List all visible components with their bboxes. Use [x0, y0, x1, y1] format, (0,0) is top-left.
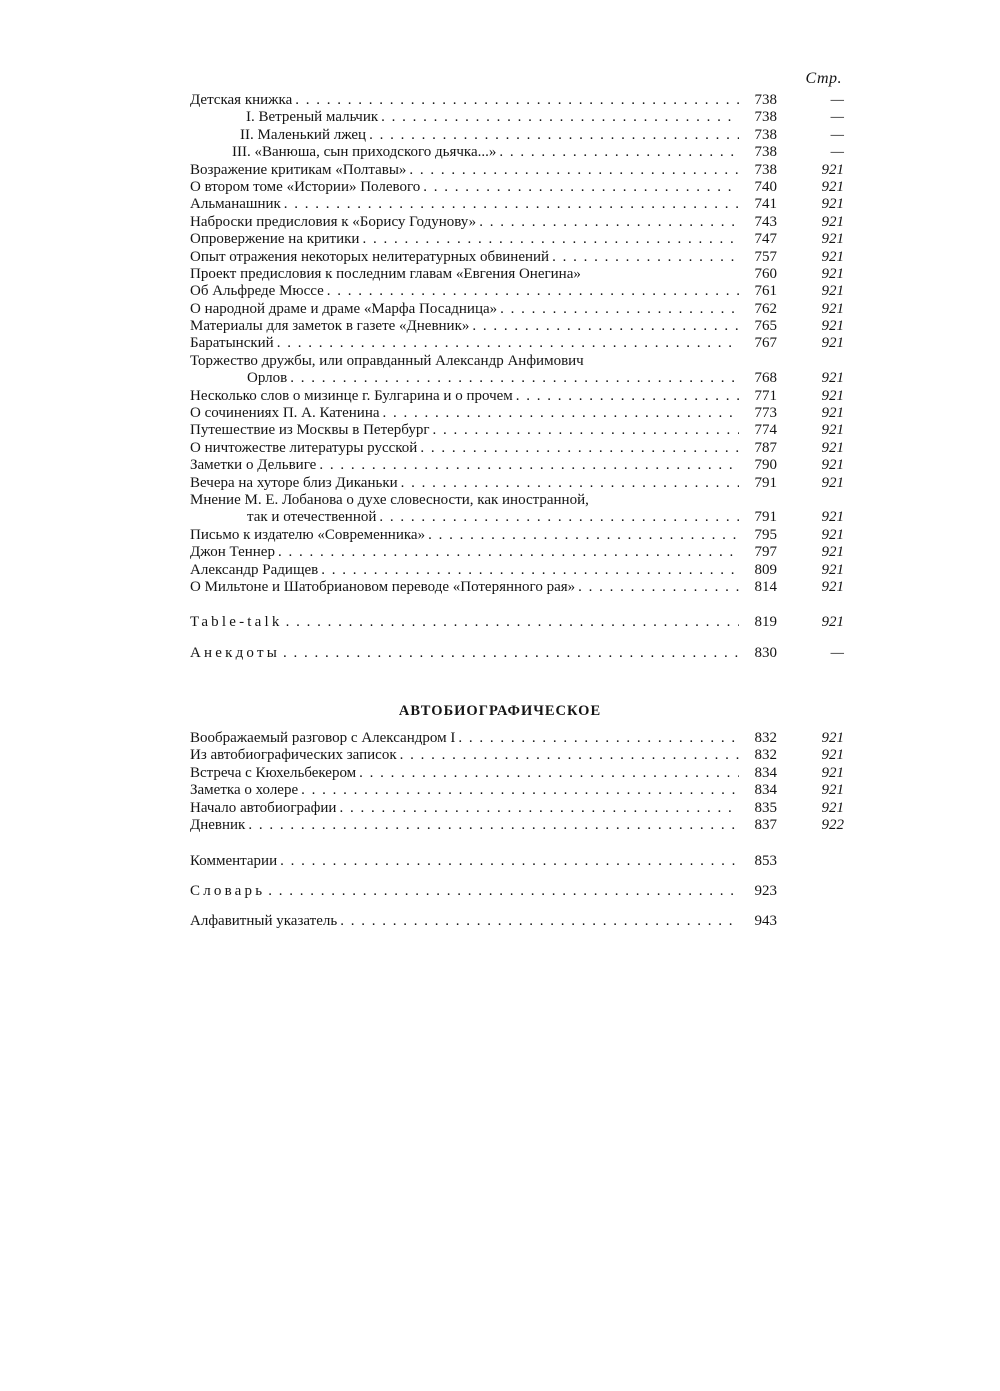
- leader-dots: [284, 196, 739, 213]
- entry-title: Заметка о холере: [190, 782, 299, 799]
- entry-title: О ничтожестве литературы русской: [190, 439, 418, 456]
- toc-entry: [190, 562, 844, 579]
- entry-title-continuation: так и отечественной: [247, 509, 377, 526]
- leader-dots: [286, 614, 739, 631]
- entry-title: Словарь: [190, 883, 266, 899]
- entry-title: Александр Радищев: [190, 561, 319, 578]
- entry-page: 797: [754, 544, 777, 561]
- entry-comment-page: 921: [821, 231, 844, 248]
- entry-title: Встреча с Кюхельбекером: [190, 764, 357, 781]
- toc-entry: [190, 92, 844, 109]
- entry-title: Письмо к издателю «Современника»: [190, 526, 426, 543]
- entry-title: Комментарии: [190, 853, 278, 869]
- entry-title: II. Маленький лжец: [240, 126, 367, 143]
- toc-entry: [190, 579, 844, 596]
- entry-page: 835: [754, 799, 777, 816]
- entry-page: 757: [754, 248, 777, 265]
- toc-entry: [190, 817, 844, 834]
- entry-page: 760: [754, 265, 777, 282]
- entry-comment-page: 921: [821, 544, 844, 561]
- toc-entry-table-talk: [190, 614, 844, 631]
- entry-title: Опыт отражения некоторых нелитературных обвинений: [190, 248, 550, 265]
- entry-title: Наброски предисловия к «Борису Годунову»: [190, 213, 477, 230]
- leader-dots: [283, 645, 739, 662]
- leader-dots: [516, 388, 739, 405]
- entry-page: 762: [754, 300, 777, 317]
- leader-dots: [420, 440, 739, 457]
- entry-title: Торжество дружбы, или оправданный Александр Анфимович: [190, 352, 584, 369]
- entry-title: О народной драме и драме «Марфа Посадница»: [190, 300, 498, 317]
- entry-comment-page: 921: [821, 730, 844, 746]
- entry-comment-page: 921: [821, 614, 844, 631]
- entry-comment-page: 921: [821, 213, 844, 230]
- entry-page: 790: [754, 457, 777, 474]
- entry-comment-page: 921: [821, 578, 844, 595]
- entry-comment-page: 921: [821, 509, 844, 526]
- toc-entry: [190, 179, 844, 196]
- leader-dots: [340, 906, 739, 936]
- entry-title: Начало автобиографии: [190, 799, 337, 816]
- entry-page: 741: [754, 196, 777, 213]
- toc-entry: [190, 800, 844, 817]
- leader-dots: [362, 231, 739, 248]
- entry-page: 832: [754, 730, 777, 746]
- toc-entry: [190, 335, 844, 352]
- entry-page: 787: [754, 439, 777, 456]
- toc-entry: [190, 544, 844, 561]
- entry-title: Table-talk: [190, 614, 283, 631]
- entry-page: 791: [754, 509, 777, 526]
- toc-entry: [190, 422, 844, 439]
- leader-dots: [499, 144, 739, 161]
- entry-comment-page: —: [830, 126, 844, 143]
- entry-page: 738: [754, 144, 777, 161]
- entry-page: 832: [754, 747, 777, 764]
- toc-entry-line1: [190, 492, 844, 509]
- leader-dots: [578, 579, 739, 596]
- toc-entry: [190, 301, 844, 318]
- entry-page: 774: [754, 422, 777, 439]
- toc-entry: [190, 747, 844, 764]
- leader-dots: [277, 335, 739, 352]
- leader-dots: [290, 370, 739, 387]
- entry-comment-page: 921: [821, 474, 844, 491]
- entry-page: 791: [754, 474, 777, 491]
- entry-title: О втором томе «Истории» Полевого: [190, 178, 421, 195]
- leader-dots: [359, 765, 739, 782]
- leader-dots: [278, 544, 739, 561]
- entry-page: 834: [754, 782, 777, 799]
- entry-title: О Мильтоне и Шатобриановом переводе «Потерянного рая»: [190, 578, 576, 595]
- leader-dots: [500, 301, 739, 318]
- toc-section-writings: [190, 92, 844, 662]
- toc-entry: [190, 405, 844, 422]
- leader-dots: [301, 782, 739, 799]
- entry-comment-page: 921: [821, 161, 844, 178]
- entry-page: 834: [754, 764, 777, 781]
- toc-entry-line2: [190, 370, 844, 387]
- entry-comment-page: 922: [821, 816, 844, 833]
- entry-comment-page: —: [830, 644, 844, 661]
- entry-comment-page: 921: [821, 422, 844, 439]
- entry-comment-page: 921: [821, 439, 844, 456]
- entry-comment-page: 921: [821, 782, 844, 799]
- entry-comment-page: 921: [821, 764, 844, 781]
- toc-entry: [190, 388, 844, 405]
- entry-title: Об Альфреде Мюссе: [190, 283, 324, 300]
- entry-comment-page: 921: [821, 526, 844, 543]
- entry-title: Проект предисловия к последним главам «Евгения Онегина»: [190, 265, 581, 282]
- entry-title-continuation: Орлов: [247, 370, 288, 387]
- entry-comment-page: 921: [821, 248, 844, 265]
- entry-title: Из автобиографических записок: [190, 747, 397, 764]
- leader-dots: [401, 475, 739, 492]
- toc-entry-line2: [190, 509, 844, 526]
- entry-comment-page: 921: [821, 283, 844, 300]
- leader-dots: [433, 422, 739, 439]
- leader-dots: [321, 562, 739, 579]
- entry-comment-page: 921: [821, 747, 844, 764]
- entry-comment-page: 921: [821, 300, 844, 317]
- entry-comment-page: —: [830, 144, 844, 161]
- entry-page: 943: [754, 913, 777, 929]
- entry-comment-page: 921: [821, 370, 844, 387]
- toc-entry: [190, 109, 844, 126]
- leader-dots: [423, 179, 739, 196]
- leader-dots: [379, 509, 739, 526]
- toc-entry-anecdotes: [190, 645, 844, 662]
- entry-title: Вечера на хуторе близ Диканьки: [190, 474, 398, 491]
- entry-title: I. Ветреный мальчик: [246, 109, 379, 126]
- entry-page: 814: [754, 578, 777, 595]
- entry-title: Материалы для заметок в газете «Дневник»: [190, 318, 470, 335]
- leader-dots: [369, 127, 739, 144]
- entry-page: 809: [754, 561, 777, 578]
- leader-dots: [319, 457, 739, 474]
- entry-title: Анекдоты: [190, 644, 280, 661]
- entry-page: 768: [754, 370, 777, 387]
- toc-entry: [190, 196, 844, 213]
- toc-entry: [190, 876, 844, 906]
- entry-title: Алфавитный указатель: [190, 913, 338, 929]
- entry-title: III. «Ванюша, сын приходского дьячка...»: [232, 144, 497, 161]
- leader-dots: [268, 876, 739, 906]
- toc-entry: [190, 144, 844, 161]
- entry-title: Джон Теннер: [190, 544, 275, 561]
- toc-entry: [190, 440, 844, 457]
- page-column-header: Стр.: [805, 70, 842, 87]
- leader-dots: [400, 747, 739, 764]
- toc-entry: [190, 527, 844, 544]
- leader-dots: [409, 162, 739, 179]
- leader-dots: [458, 730, 739, 747]
- toc-entry: [190, 231, 844, 248]
- entry-title: Несколько слов о мизинце г. Булгарина и о прочем: [190, 387, 513, 404]
- entry-page: 819: [754, 614, 777, 631]
- entry-page: 837: [754, 816, 777, 833]
- entry-page: 738: [754, 126, 777, 143]
- toc-entry: [190, 730, 844, 747]
- toc-entry: [190, 457, 844, 474]
- entry-comment-page: 921: [821, 799, 844, 816]
- entry-comment-page: 921: [821, 335, 844, 352]
- entry-page: 765: [754, 318, 777, 335]
- leader-dots: [248, 817, 739, 834]
- leader-dots: [479, 214, 739, 231]
- entry-comment-page: 921: [821, 405, 844, 422]
- entry-page: 795: [754, 526, 777, 543]
- entry-title: Дневник: [190, 816, 246, 833]
- section-heading: АВТОБИОГРАФИЧЕСКОЕ: [398, 703, 602, 719]
- entry-page: 853: [754, 853, 777, 869]
- entry-title: Возражение критикам «Полтавы»: [190, 161, 407, 178]
- entry-page: 740: [754, 178, 777, 195]
- leader-dots: [383, 405, 739, 422]
- entry-page: 738: [754, 92, 777, 108]
- toc-entry: [190, 283, 844, 300]
- entry-page: 747: [754, 231, 777, 248]
- entry-title: Баратынский: [190, 335, 274, 352]
- leader-dots: [280, 846, 739, 876]
- entry-page: 771: [754, 387, 777, 404]
- leader-dots: [552, 249, 739, 266]
- toc-entry: [190, 214, 844, 231]
- toc-entry: [190, 162, 844, 179]
- entry-page: 923: [754, 883, 777, 899]
- entry-page: 767: [754, 335, 777, 352]
- toc-entry: [190, 127, 844, 144]
- entry-title: Мнение М. Е. Лобанова о духе словесности, как иностранной,: [190, 491, 589, 508]
- toc-entry: [190, 782, 844, 799]
- leader-dots: [428, 527, 739, 544]
- leader-dots: [339, 800, 739, 817]
- entry-comment-page: 921: [821, 196, 844, 213]
- leader-dots: [295, 92, 739, 109]
- entry-title: Детская книжка: [190, 92, 293, 108]
- leader-dots: [472, 318, 739, 335]
- leader-dots: [327, 283, 739, 300]
- toc-entry: [190, 846, 844, 876]
- entry-comment-page: 921: [821, 457, 844, 474]
- entry-title: Воображаемый разговор с Александром I: [190, 730, 456, 746]
- entry-comment-page: 921: [821, 318, 844, 335]
- leader-dots: [381, 109, 739, 126]
- entry-title: Опровержение на критики: [190, 231, 360, 248]
- toc-entry: [190, 266, 844, 283]
- entry-page: 743: [754, 213, 777, 230]
- toc-entry: [190, 765, 844, 782]
- entry-comment-page: 921: [821, 178, 844, 195]
- entry-comment-page: —: [830, 109, 844, 126]
- toc-entry: [190, 318, 844, 335]
- entry-page: 761: [754, 283, 777, 300]
- entry-comment-page: 921: [821, 561, 844, 578]
- toc-entry: [190, 475, 844, 492]
- entry-title: Альманашник: [190, 196, 281, 213]
- entry-page: 738: [754, 109, 777, 126]
- entry-page: 773: [754, 405, 777, 422]
- entry-title: О сочинениях П. А. Катенина: [190, 405, 380, 422]
- entry-comment-page: —: [830, 92, 844, 108]
- toc-back-matter: [190, 846, 844, 936]
- toc-entry: [190, 906, 844, 936]
- entry-title: Путешествие из Москвы в Петербург: [190, 422, 430, 439]
- entry-comment-page: 921: [821, 387, 844, 404]
- toc-entry: [190, 249, 844, 266]
- entry-comment-page: 921: [821, 265, 844, 282]
- entry-page: 738: [754, 161, 777, 178]
- toc-section-autobiographical: [190, 730, 844, 834]
- toc-entry-line1: [190, 353, 844, 370]
- entry-page: 830: [754, 644, 777, 661]
- entry-title: Заметки о Дельвиге: [190, 457, 317, 474]
